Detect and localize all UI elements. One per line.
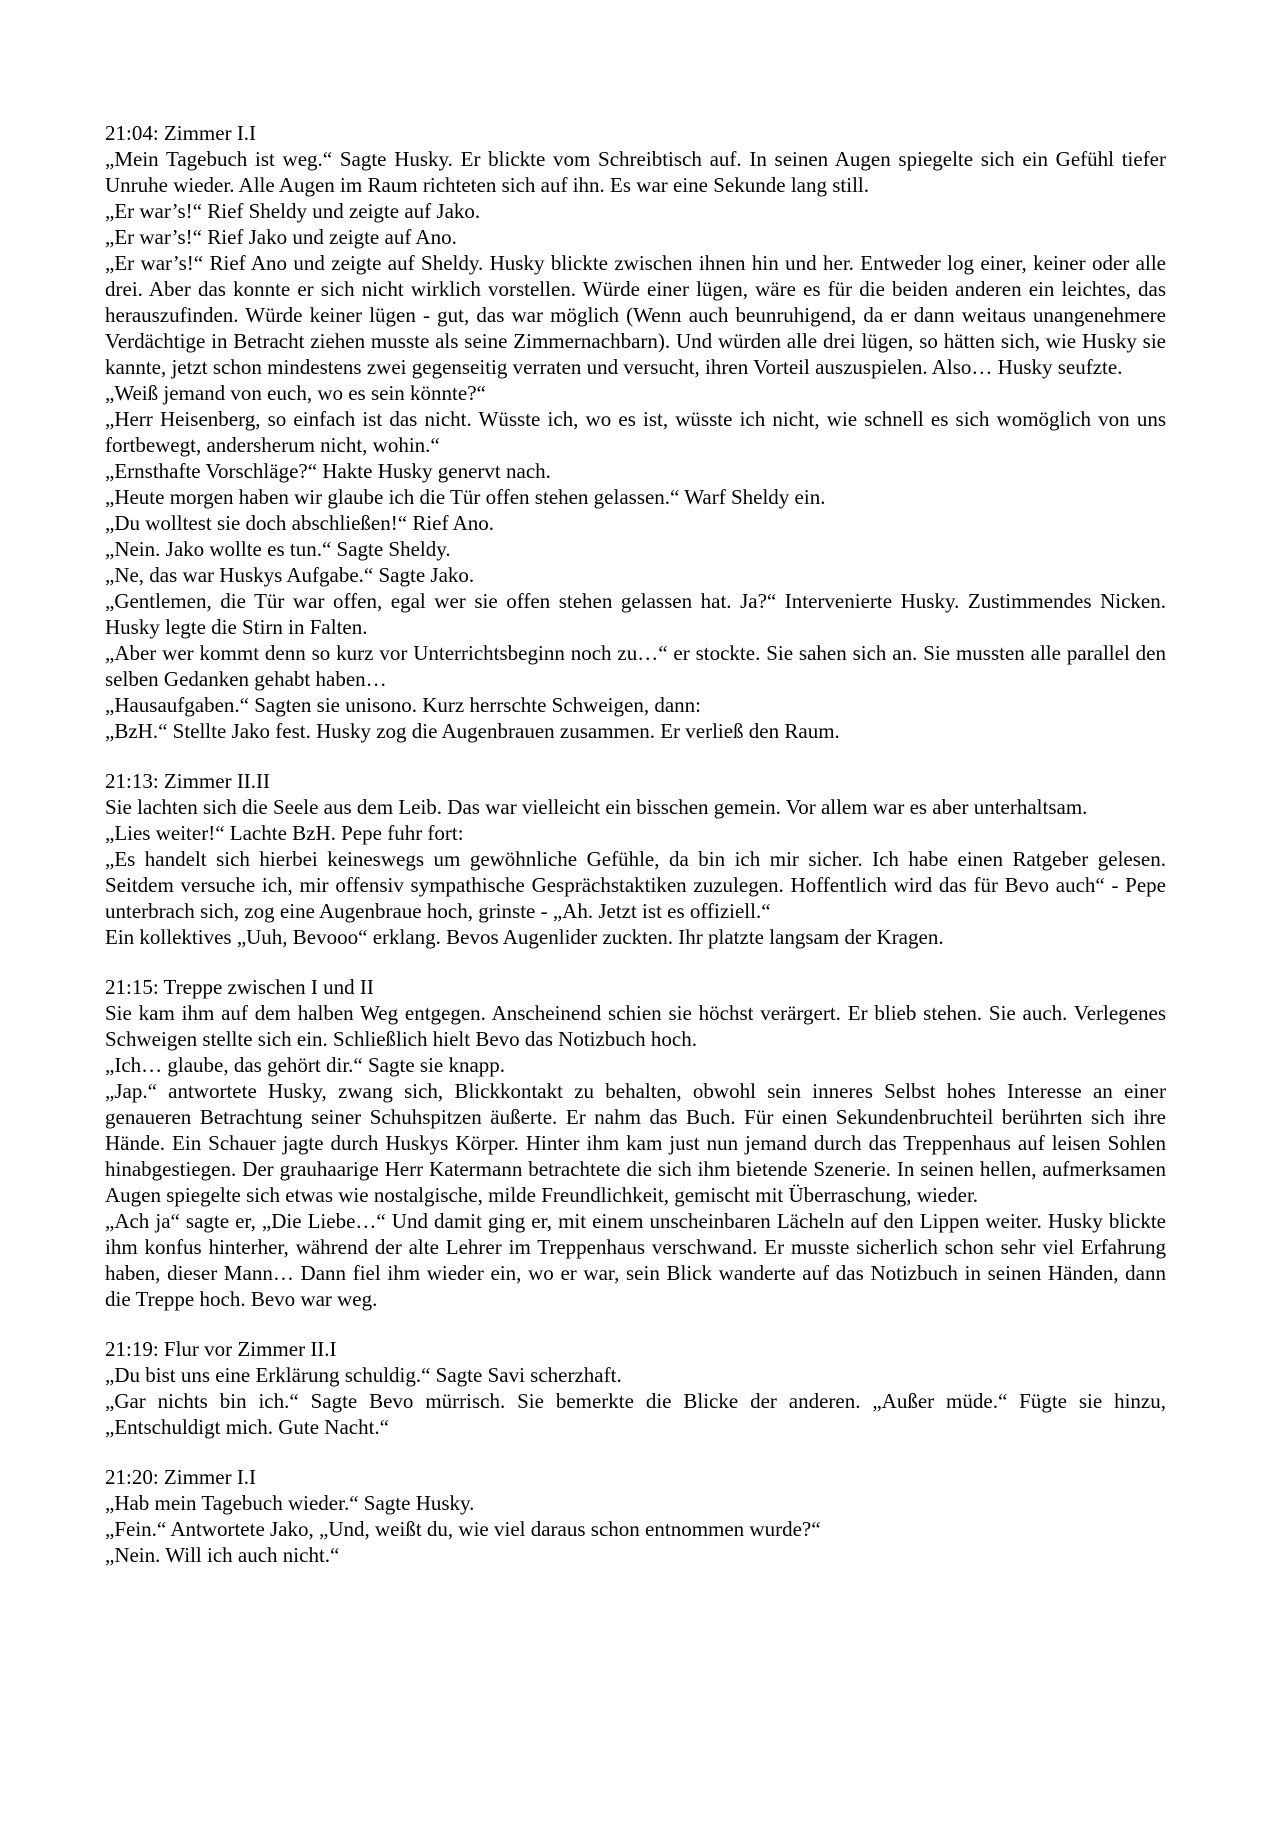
paragraph: „Er war’s!“ Rief Ano und zeigte auf Sheldy. Husky blickte zwischen ihnen hin und her. Entweder log einer, keiner oder alle drei. Aber das konnte er sich nicht wirklich vorstellen. Würde einer lügen, wäre es für die beiden anderen ein leichtes, das herauszufinden. Würde keiner lügen - gut, das war möglich (Wenn auch beunruhigend, da er dann weitaus unangenehmere Verdächtige in Betracht ziehen musste als seine Zimmernachbarn). Und würden alle drei lügen, so hätten sich, wie Husky sie kannte, jetzt schon mindestens zwei gegenseitig verraten und versucht, ihren Vorteil auszuspielen. Also… Husky seufzte. [105, 251, 1166, 379]
section-heading: 21:04: Zimmer I.I [105, 121, 257, 145]
story-section [105, 1464, 1166, 1568]
paragraph: „Jap.“ antwortete Husky, zwang sich, Blickkontakt zu behalten, obwohl sein inneres Selbst hohes Interesse an einer genaueren Betrachtung seiner Schuhspitzen äußerte. Er nahm das Buch. Für einen Sekundenbruchteil berührten sich ihre Hände. Ein Schauer jagte durch Huskys Körper. Hinter ihm kam just nun jemand durch das Treppenhaus auf leisen Sohlen hinabgestiegen. Der grauhaarige Herr Katermann betrachtete die sich ihm bietende Szenerie. In seinen hellen, aufmerksamen Augen spiegelte sich etwas wie nostalgische, milde Freundlichkeit, gemischt mit Überraschung, wieder. [105, 1079, 1166, 1207]
section-heading: 21:15: Treppe zwischen I und II [105, 975, 374, 999]
paragraph: „Ne, das war Huskys Aufgabe.“ Sagte Jako. [105, 563, 475, 587]
paragraph: „Fein.“ Antwortete Jako, „Und, weißt du, wie viel daraus schon entnommen wurde?“ [105, 1517, 821, 1541]
paragraph: „Nein. Will ich auch nicht.“ [105, 1543, 340, 1567]
paragraph: „Lies weiter!“ Lachte BzH. Pepe fuhr fort: [105, 821, 464, 845]
document-content [105, 120, 1166, 1568]
paragraph: „BzH.“ Stellte Jako fest. Husky zog die Augenbrauen zusammen. Er verließ den Raum. [105, 719, 840, 743]
paragraph: „Ich… glaube, das gehört dir.“ Sagte sie knapp. [105, 1053, 506, 1077]
paragraph: „Hausaufgaben.“ Sagten sie unisono. Kurz herrschte Schweigen, dann: [105, 693, 701, 717]
section-heading: 21:20: Zimmer I.I [105, 1465, 257, 1489]
paragraph: „Hab mein Tagebuch wieder.“ Sagte Husky. [105, 1491, 475, 1515]
paragraph: „Du wolltest sie doch abschließen!“ Rief Ano. [105, 511, 494, 535]
paragraph: „Ernsthafte Vorschläge?“ Hakte Husky genervt nach. [105, 459, 551, 483]
paragraph: „Er war’s!“ Rief Jako und zeigte auf Ano. [105, 225, 457, 249]
paragraph: „Weiß jemand von euch, wo es sein könnte?“ [105, 381, 486, 405]
paragraph: „Nein. Jako wollte es tun.“ Sagte Sheldy. [105, 537, 451, 561]
story-section [105, 974, 1166, 1312]
story-section [105, 768, 1166, 950]
paragraph: „Aber wer kommt denn so kurz vor Unterrichtsbeginn noch zu…“ er stockte. Sie sahen sich an. Sie mussten alle parallel den selben Gedanken gehabt haben… [105, 641, 1166, 691]
paragraph: Ein kollektives „Uuh, Bevooo“ erklang. Bevos Augenlider zuckten. Ihr platzte langsam der Kragen. [105, 925, 944, 949]
paragraph: Sie lachten sich die Seele aus dem Leib. Das war vielleicht ein bisschen gemein. Vor allem war es aber unterhaltsam. [105, 795, 1088, 819]
paragraph: „Gar nichts bin ich.“ Sagte Bevo mürrisch. Sie bemerkte die Blicke der anderen. „Außer müde.“ Fügte sie hinzu, „Entschuldigt mich. Gute Nacht.“ [105, 1389, 1166, 1439]
section-heading: 21:13: Zimmer II.II [105, 769, 271, 793]
story-section [105, 1336, 1166, 1440]
paragraph: „Mein Tagebuch ist weg.“ Sagte Husky. Er blickte vom Schreibtisch auf. In seinen Augen spiegelte sich ein Gefühl tiefer Unruhe wieder. Alle Augen im Raum richteten sich auf ihn. Es war eine Sekunde lang still. [105, 147, 1166, 197]
paragraph: „Heute morgen haben wir glaube ich die Tür offen stehen gelassen.“ Warf Sheldy ein. [105, 485, 826, 509]
paragraph: „Er war’s!“ Rief Sheldy und zeigte auf Jako. [105, 199, 481, 223]
paragraph: „Ach ja“ sagte er, „Die Liebe…“ Und damit ging er, mit einem unscheinbaren Lächeln auf den Lippen weiter. Husky blickte ihm konfus hinterher, während der alte Lehrer im Treppenhaus verschwand. Er musste sicherlich schon sehr viel Erfahrung haben, dieser Mann… Dann fiel ihm wieder ein, wo er war, sein Blick wanderte auf das Notizbuch in seinen Händen, dann die Treppe hoch. Bevo war weg. [105, 1209, 1166, 1311]
story-section [105, 120, 1166, 744]
paragraph: „Gentlemen, die Tür war offen, egal wer sie offen stehen gelassen hat. Ja?“ Intervenierte Husky. Zustimmendes Nicken. Husky legte die Stirn in Falten. [105, 589, 1166, 639]
paragraph: Sie kam ihm auf dem halben Weg entgegen. Anscheinend schien sie höchst verärgert. Er blieb stehen. Sie auch. Verlegenes Schweigen stellte sich ein. Schließlich hielt Bevo das Notizbuch hoch. [105, 1001, 1166, 1051]
paragraph: „Herr Heisenberg, so einfach ist das nicht. Wüsste ich, wo es ist, wüsste ich nicht, wie schnell es sich womöglich von uns fortbewegt, andersherum nicht, wohin.“ [105, 407, 1166, 457]
paragraph: „Es handelt sich hierbei keineswegs um gewöhnliche Gefühle, da bin ich mir sicher. Ich habe einen Ratgeber gelesen. Seitdem versuche ich, mir offensiv sympathische Gesprächstaktiken zuzulegen. Hoffentlich wird das für Bevo auch“ - Pepe unterbrach sich, zog eine Augenbraue hoch, grinste - „Ah. Jetzt ist es offiziell.“ [105, 847, 1166, 923]
section-heading: 21:19: Flur vor Zimmer II.I [105, 1337, 337, 1361]
paragraph: „Du bist uns eine Erklärung schuldig.“ Sagte Savi scherzhaft. [105, 1363, 622, 1387]
